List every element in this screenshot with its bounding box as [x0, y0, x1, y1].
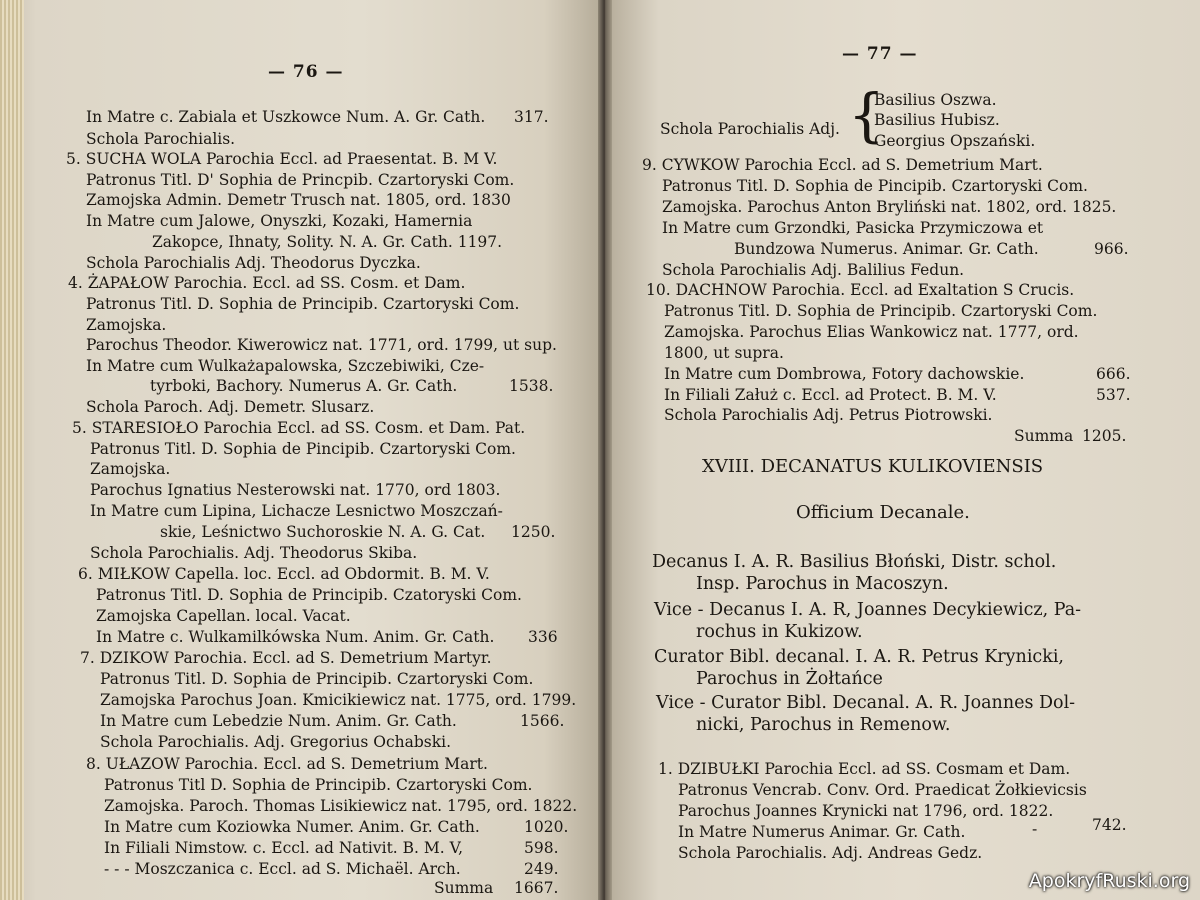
text-line: tyrboki, Bachory. Numerus A. Gr. Cath. [150, 377, 458, 395]
text-line: Zamojska. Parochus Anton Bryliński nat. 1802, ord. 1825. [662, 198, 1117, 216]
summa-label: Summa [434, 879, 494, 897]
officium-line: Vice - Curator Bibl. Decanal. A. R. Joannes Dol- [656, 693, 1076, 713]
page-number: — 76 — [268, 62, 344, 82]
officium-line: Curator Bibl. decanal. I. A. R. Petrus Krynicki, [654, 647, 1064, 667]
entry-heading: 6. MIŁKOW Capella. loc. Eccl. ad Obdormit. B. M. V. [78, 565, 490, 583]
text-line: Patronus Titl. D. Sophia de Principib. Czartoryski Com. [100, 670, 534, 688]
count-value: 598. [524, 839, 559, 857]
text-line: - - - Moszczanica c. Eccl. ad S. Michaël. Arch. [104, 860, 461, 878]
text-line: Schola Parochialis. Adj. Theodorus Skiba. [90, 544, 418, 562]
text-line: In Matre c. Wulkamilkówska Num. Anim. Gr. Cath. [96, 628, 495, 646]
text-line: Schola Parochialis Adj. Balilius Fedun. [662, 261, 965, 279]
leader-dash: - [1032, 820, 1038, 838]
text-line: In Filiali Nimstow. c. Eccl. ad Nativit. B. M. V, [104, 839, 464, 857]
text-line: Patronus Titl. D. Sophia de Principib. Czartoryski Com. [664, 302, 1098, 320]
text-line: Patronus Titl D. Sophia de Principib. Czartoryski Com. [104, 776, 533, 794]
text-line: In Matre cum Grzondki, Pasicka Przymiczowa et [662, 219, 1044, 237]
count-value: 537. [1096, 386, 1131, 404]
text-line: Zakopce, Ihnaty, Solity. N. A. Gr. Cath. 1197. [152, 233, 503, 251]
text-line: In Matre cum Wulkażapalowska, Szczebiwiki, Cze- [86, 357, 485, 375]
count-value: 249. [524, 860, 559, 878]
text-line: Zamojska Capellan. local. Vacat. [96, 607, 351, 625]
text-line: In Matre c. Zabiala et Uszkowce Num. A. Gr. Cath. [86, 108, 486, 126]
count-value: 742. [1092, 816, 1127, 834]
entry-heading: 1. DZIBUŁKI Parochia Eccl. ad SS. Cosmam et Dam. [658, 760, 1071, 778]
text-line: Zamojska Parochus Joan. Kmicikiewicz nat. 1775, ord. 1799. [100, 691, 577, 709]
count-value: 1250. [511, 523, 556, 541]
count-value: 336 [528, 628, 558, 646]
officium-line: rochus in Kukizow. [696, 622, 863, 642]
text-line: In Matre Numerus Animar. Gr. Cath. [678, 823, 966, 841]
entry-heading: 7. DZIKOW Parochia. Eccl. ad S. Demetrium Martyr. [80, 649, 492, 667]
text-line: Schola Parochialis. Adj. Gregorius Ochabski. [100, 733, 452, 751]
text-line: Schola Parochialis. [86, 130, 236, 148]
text-line: Patronus Titl. D. Sophia de Pincipib. Czartoryski Com. [662, 177, 1088, 195]
text-line: Zamojska. Parochus Elias Wankowicz nat. 1777, ord. [664, 323, 1079, 341]
text-line: Schola Parochialis Adj. Petrus Piotrowski. [664, 406, 993, 424]
entry-heading: 10. DACHNOW Parochia. Eccl. ad Exaltation S Crucis. [646, 281, 1075, 299]
schola-label: Schola Parochialis Adj. [660, 120, 840, 138]
text-line: Parochus Ignatius Nesterowski nat. 1770, ord 1803. [90, 481, 501, 499]
watermark: ApokryfRuski.org [1028, 870, 1190, 892]
schola-name: Georgius Opszański. [874, 132, 1036, 150]
count-value: 1566. [520, 712, 565, 730]
entry-heading: 8. UŁAZOW Parochia. Eccl. ad S. Demetrium Mart. [86, 755, 488, 773]
officium-line: Parochus in Żołtańce [696, 669, 883, 689]
officium-line: Vice - Decanus I. A. R, Joannes Decykiewicz, Pa- [654, 600, 1082, 620]
count-value: 1538. [509, 377, 554, 395]
text-line: Patronus Titl. D. Sophia de Pincipib. Czartoryski Com. [90, 440, 516, 458]
summa-value: 1205. [1082, 427, 1127, 445]
text-line: Parochus Theodor. Kiwerowicz nat. 1771, ord. 1799, ut sup. [86, 336, 557, 354]
officium-line: nicki, Parochus in Remenow. [696, 715, 951, 735]
entry-heading: 5. SUCHA WOLA Parochia Eccl. ad Praesentat. B. M V. [66, 150, 498, 168]
book-spine [598, 0, 612, 900]
entry-heading: 9. CYWKOW Parochia Eccl. ad S. Demetrium Mart. [642, 156, 1043, 174]
text-line: Patronus Vencrab. Conv. Ord. Praedicat Żołkievicsis [678, 781, 1087, 799]
text-line: In Matre cum Lipina, Lichacze Lesnictwo Moszczań- [90, 502, 503, 520]
text-line: Zamojska. Paroch. Thomas Lisikiewicz nat. 1795, ord. 1822. [104, 797, 578, 815]
text-line: Zamojska. [90, 460, 171, 478]
page-number: — 77 — [842, 44, 918, 64]
text-line: Schola Paroch. Adj. Demetr. Slusarz. [86, 398, 375, 416]
entry-heading: 4. ŻAPAŁOW Parochia. Eccl. ad SS. Cosm. et Dam. [68, 274, 466, 292]
summa-label: Summa [1014, 427, 1074, 445]
text-line: Zamojska. [86, 316, 167, 334]
text-line: In Matre cum Koziowka Numer. Anim. Gr. Cath. [104, 818, 480, 836]
text-line: Bundzowa Numerus. Animar. Gr. Cath. [734, 240, 1039, 258]
text-line: In Matre cum Lebedzie Num. Anim. Gr. Cath. [100, 712, 457, 730]
text-line: Parochus Joannes Krynicki nat 1796, ord. 1822. [678, 802, 1054, 820]
text-line: Patronus Titl. D. Sophia de Principib. Czatoryski Com. [96, 586, 522, 604]
count-value: 966. [1094, 240, 1129, 258]
text-line: skie, Leśnictwo Suchoroskie N. A. G. Cat. [160, 523, 486, 541]
count-value: 317. [514, 108, 549, 126]
officium-line: Insp. Parochus in Macoszyn. [696, 574, 949, 594]
officium-line: Decanus I. A. R. Basilius Błoński, Distr. schol. [652, 552, 1057, 572]
text-line: Patronus Titl. D. Sophia de Principib. Czartoryski Com. [86, 295, 520, 313]
brace-glyph: { [848, 81, 885, 149]
summa-value: 1667. [514, 879, 559, 897]
text-line: Schola Parochialis. Adj. Andreas Gedz. [678, 844, 983, 862]
subsection-title: Officium Decanale. [796, 502, 970, 523]
schola-name: Basilius Hubisz. [874, 111, 1000, 129]
count-value: 666. [1096, 365, 1131, 383]
entry-heading: 5. STARESIOŁO Parochia Eccl. ad SS. Cosm. et Dam. Pat. [72, 419, 526, 437]
page-edge [0, 0, 24, 900]
text-line: Patronus Titl. D' Sophia de Princpib. Czartoryski Com. [86, 171, 515, 189]
text-line: 1800, ut supra. [664, 344, 784, 362]
text-line: Schola Parochialis Adj. Theodorus Dyczka. [86, 254, 421, 272]
section-title: XVIII. DECANATUS KULIKOVIENSIS [702, 456, 1044, 477]
schola-name: Basilius Oszwa. [874, 91, 997, 109]
text-line: In Matre cum Jalowe, Onyszki, Kozaki, Hamernia [86, 212, 473, 230]
right-page [612, 0, 1200, 900]
text-line: In Filiali Załuż c. Eccl. ad Protect. B. M. V. [664, 386, 997, 404]
count-value: 1020. [524, 818, 569, 836]
text-line: In Matre cum Dombrowa, Fotory dachowskie. [664, 365, 1025, 383]
text-line: Zamojska Admin. Demetr Trusch nat. 1805, ord. 1830 [86, 191, 511, 209]
